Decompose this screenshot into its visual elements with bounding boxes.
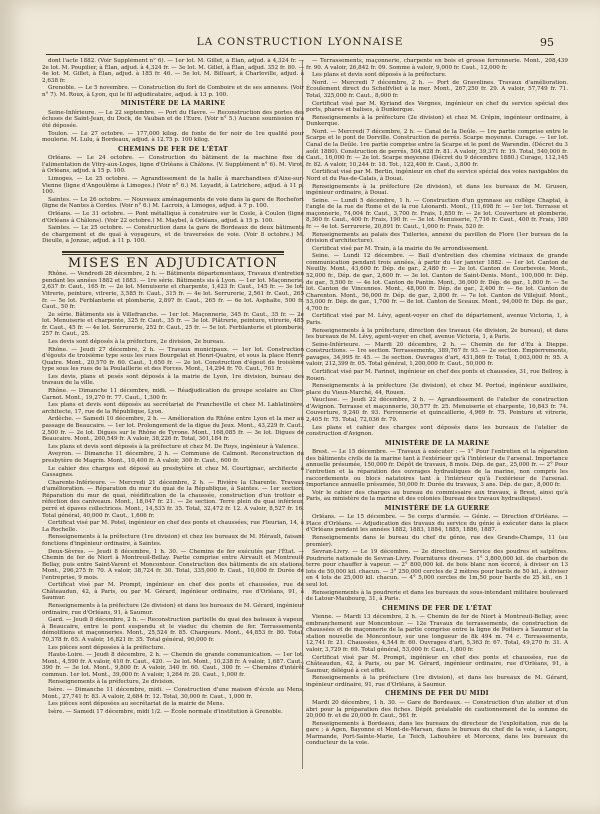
notice-paragraph: Orléans. — Le 15 décembre. — 5e corps d'armée. — Génie. — Direction d'Orléans. — Place d'Orléans. — Adjudication des travaux du service du génie à exécuter dans la place d'Orléans pendant les années 1882, 1883, 1884, 1885, 1886, 1887. [306,514,568,534]
notice-paragraph: Toulon. — Le 27 octobre. — 177,000 kilog. de fonte de fer noir de 1re qualité pour moulerie. M. Lulu, à Bordeaux, adjud. à 12.75 p. 100 kilog. [42,130,304,144]
notice-paragraph: Ardèche. — Samedi 10 décembre, 2 h. — Amélioration du Rhône entre Lyon et la mer au passage de Beaucaire. — 1er lot. Prolongement de la digue du Jeux. Mont., 43,229 fr. Caut., 2,500 fr. — 2e lot. Digues sur le Rhône de Tyrone. Mont., 168,085 fr. — 3e lot. Digues de Beaucaire. Mont., 260,549 fr. A valoir, 38,226 fr. Total, 301,184 fr. [42,416,304,443]
right-column [306,58,568,774]
section-heading: CHEMINS DE FER DU MIDI [385,690,489,698]
notice-paragraph: Charente-Inférieure. — Mercredi 21 décembre, 2 h. — Rivière la Charente. Travaux d'amélioration. — Réparation du mur du quai de la République, à Saintes. — 1er section. Réparation du mur de quai, réédification de la chaussée, construction d'un trottoir et réfection des caniveaux. Mont., 18,047 fr. 21. — 2e section. Terre plein du quai inférieur, perré et épaves collectrices. Mont., 14,533 fr. 35. Total, 32,472 fr. 12. A valoir, 8,527 fr. 16. Total général, 40,000 fr. Caut., 1,606 fr. [42,479,304,519]
notice-paragraph: Renseignements à la préfecture, direction des travaux (4e division, 2e bureau), et dans les bureaux de M. Lévy, agent-voyer en chef, avenue Victoria, 1, à Paris. [306,327,568,341]
notice-paragraph: Certificat visé par M. Bertin, ingénieur en chef du service spécial des voies navigables du Nord et du Pas-de-Calais, à Douai. [306,169,568,182]
notice-paragraph: Certificat visé par M. Farinet, ingénieur en chef des ponts et chaussées, 31, rue Bellroy, à Rouen. [306,369,568,382]
notice-paragraph: Certificat visé par M. Potel, ingénieur en chef des ponts et chaussées, rue Fleurian, 14, à La Rochelle. [42,520,304,533]
notice-paragraph: Orléans. — Le 24 octobre. — Construction du bâtiment de la machine fixe de l'alimentation de Vitry-aux-Loges, ligne d'Orléans à Châlons. (V. Supplément n° 6). M. Virot, à Orléans, adjud. à 15 p. 100. [42,155,304,175]
notice-paragraph: Rhône. — Jeudi 27 décembre, 2 h. — Travaux municipaux. — 1er lot. Construction d'égouts de troisième type sous les rues Bourgelat et Henri-Quatre, et sous la place Henri-Quatre. Mont., 20,570 fr. 60. Caut., 1,650 fr. — 2e lot. Construction d'égout de troisième type sous les rues de la Poulaillerie et des Forces. Mont., 14,294 fr. 70. Caut., 761 fr. [42,346,304,373]
notice-paragraph: Les pièces sont déposées à la préfecture. [48,644,165,651]
page-header [0,36,600,56]
notice-paragraph: Vienne. — Mardi 13 décembre, 2 h. — Chemin de fer de Niort à Montreuil-Bellay, avec embranchement sur Moncontour. — 12e Travaux de terrassements, de construction de chaussées et de maçonnerie de la partie comprise entre la ligne de Poitiers à Saumur et la station nouvelle de Moncontour, sur une longueur de 8k 494 m. 74 c. Terrassements, 12,741 fr. 21. Chaussées, 4,544 fr. 60. Ouvrages d'art, 5,363 fr. 67. Total, 49,270 fr. 31. A valoir, 3,729 fr. 69. Total général, 53,000 fr. Caut., 1,800 fr. [306,614,568,653]
notice-paragraph: Certificat visé par M. Kyriand des Vergnes, ingénieur en chef du service spécial des ports, phares et balises, à Dunkerque. [306,100,568,114]
notice-paragraph: Mardi 20 décembre, 1 h. 30. — Gare de Bordeaux. — Construction d'un atelier et d'un abri pour la préparation des fiches. Dépôt préalable de cautionnement de la somme de 20,000 fr. et de 20,000 fr. Caut., 561 fr. [306,700,568,720]
notice-paragraph: Haute-Loire. — Jeudi 8 décembre, 2 h. — Chemin de grande communication. — 1er lot. Mont., 4,590 fr. A valoir, 410 fr. Caut., 420. — 2e lot. Mont., 10,238 fr. A valoir, 1,687. Caut., 390 fr. — 3e lot. Mont., 9,800 fr. A valoir, 340 fr. 60. Caut., 300 fr. — Chemins d'intérêt commun. 1er lot. Mont., 39,000 fr. A valoir, 1,264 fr. 20. Caut., 1,000 fr. [42,652,304,678]
notice-paragraph: Certificat visé par M. Train, à la mairie du 9e arrondissement. [312,245,489,252]
notice-paragraph: Saintes. — Le 26 octobre. — Nouveaux aménagements de voie dans la gare de Rochefort (ligne de Nantes à Cordes. (Voir n° 6.) M. Lacroix, à Limoges, adjud. à 7 p. 100. [42,196,304,210]
section-heading: MINISTÈRE DE LA MARINE [120,100,226,108]
notice-paragraph: Les pièces sont déposées au secrétariat de la mairie de Mens. [48,701,225,708]
notice-paragraph: Renseignements dans le bureau du chef du génie, rue des Grands-Champs, 11 (au premier). [306,535,568,548]
notice-paragraph: Les devis, plans et pesés sont déposés à la mairie de Lyon, 1re division, bureau des travaux de la ville. [42,373,304,387]
notice-paragraph: Saintes. — Le 25 octobre. — Construction dans la gare de Bordeaux de deux bâtiments de chargement et de quai à voyageurs, et de traversées de voie. (Voir 8 octobre.) M. Dieulle, à Jonzac, adjud. à 11 p. 100. [42,225,304,245]
notice-paragraph: — Terrassements, maçonnerie, charpente en bois et grosse ferronnerie. Mont., 208,439 fr. 90. A valoir, 26,842 fr. 09. Somme à valoir, 9,000 fr. Caut., 12,000 fr. [306,58,568,71]
notice-paragraph: Brest. — Le 15 décembre. — Travaux à exécuter : — 1° Pour l'entretien et la réparation des bâtiments civils de la marine tant à l'extérieur qu'à l'intérieur de l'arsenal. Importance annuelle présumée, 150,000 fr. Dépôt de travaux, 8 mois. Dép. de gar., 25,000 fr. — 2° Pour l'entretien et la réparation des ouvrages hydrauliques de la marine, non compris les raccordements ou blocs natatoires tant à l'intérieur qu'à l'extérieur de l'arsenal. Importance annuelle présumée, 50,000 fr. Durée du travaux, 3 ans. Dép. de gar., 8,000 fr. [306,449,568,489]
notice-paragraph: Isère. — Dimanche 11 décembre, midi. — Construction d'une maison d'école au Mens. Mont., 27,741 fr. 83. A valoir, 2,684 fr. 12. Total, 30,000 fr. Caut., 1,000 fr. [42,687,304,700]
notice-paragraph: Renseignements à la préfecture (2e division) et chez M. Crépin, ingénieur ordinaire, à Dunkerque. [306,114,568,128]
left-column [42,58,304,774]
notice-paragraph: Grenoble. — Le 5 novembre. — Construction du fort de Comboire et de ses annexes. (Voir n° 7). M. Roux, à Lyon, qui le fil adjudicataire, adjud. à 13 p. 100. [42,85,304,98]
notice-paragraph: Seine. — Lundi 12 décembre. — Bail d'entretien des chemins vicinaux de grande communication pendant trois années, à partir du 1er janvier 1882. — 1er lot. Canton de Neuilly. Mont., 43,600 fr. Dép. de gar., 2,480 fr. — 2e lot. Canton de Courbevoie. Mont., 52,000 fr., Dép. de gar., 2,600 fr. — 3e lot. Canton de Saint-Denis. Mont., 100,000 fr. Dép. de gar., 5,500 fr. — 4e lot. Canton de Pantin. Mont., 36,000 fr. Dép. de gar., 1,800 fr. — 5e lot. Canton de Vincennes. Mont., 48,000 fr. Dép. de gar., 2,400 fr. — 6e lot. Canton de Charenton. Mont., 56,000 fr. Dép. de gar., 2,800 fr. — 7e lot. Canton de Villejuif. Mont., 53,000 fr. Dép. de gar., 1,700 fr. — 8e lot. Canton de Sceaux. Mont., 94,000 fr. Dép. de gar., 4,700 fr. [306,253,568,312]
notice-paragraph: Certificat visé par M. Lévy, agent-voyer en chef du département, avenue Victoria, 1, à Paris. [306,313,568,326]
notice-paragraph: Le cahier des charges est déposé au presbytère et chez M. Courtignac, architecte à Cassagnes. [42,465,304,479]
notice-paragraph: Rhône. — Vendredi 28 décembre, 2 h. — Bâtiments départementaux, Travaux d'entretien pendant les années 1882 et 1883. — 1re série. Bâtiments sis à Lyon. — 1er lot. Maçonnerie, 2,637 fr. Caut., 165 fr. — 2e lot. Menuiserie et charpente, 1,423 fr. Caut., 145 fr. — 3e lot. Vitrerie, peinture, vitrerie, 3,585 fr. Caut., 315 fr. — 4e lot. Serrurerie, 2,561 fr. Caut., 265 fr. — 5e lot. Ferblanterie et plomberie, 2,897 fr. Caut., 265 fr. — 6e lot. Asphalte, 500 fr. Caut., 50 fr. [42,271,304,311]
notice-paragraph: Les devis sont déposés à la préfecture, 2e division, 2e bureau. [48,338,225,345]
notice-paragraph: Les plans et devis sont déposés à la préfecture et chez M. De Roys, ingénieur à Valence. [48,443,299,450]
notice-paragraph: Nord. — Mercredi 7 décembre, 2 h. — Canal de la Deûle. — 1re partie comprise entre le Scarpe et le pont de Dorville. Construction de perrés. Scarpe moyenne. Curage. — 1er lot. Canal de la Deûle. 1re partie comprise entre la Scarpe et le pont de Warendin. (Décret du 3 août 1880). Construction de perrés, 504,628 fr. 81. A valoir, 39,371 fr. 19. Total, 540,000 fr. Caut., 16,000 fr. — 2e lot. Scarpe moyenne (Décret du 9 décembre 1880.) Curage, 112,145 fr. 82. A valoir, 10,244 fr. 18. Tot., 122,400 fr. Caut., 3,800 fr. [306,128,568,168]
notice-paragraph: Renseignements à la préfecture (2e division) et dans les bureaux de M. Gérard, ingénieur ordinaire, rue d'Orléans, 91, à Saumur. [42,603,304,616]
notice-paragraph: Limoges. — Le 25 octobre. — Agrandissement de la halle à marchandises d'Aixe-sur-Vienne (ligne d'Angoulême à Limoges.) (Voir n° 6.) M. Leyadit, à Latrichere, adjud. à 11 p. 100. [42,176,304,196]
notice-paragraph: Seine-Inférieure. — Le 22 septembre. — Port du Havre. — Reconstruction des portes des écluses de Saint-Jean, du Dock, de Vauban et de l'Eure. (Voir n° 5.) Aucune soumission n'a été déposée. [42,109,304,130]
notice-paragraph: dont l'acte 1882. (Voir Supplément n° 6). — 1er lot. M. Gillet, à Élan, adjud. à 4,324 fr. — 2e lot. M. Poupilier, à Élan, adjud. à 4,324 fr. — 3e lot. M. Gillet, à Élan, adjud. 352 fr. 80. — 4e lot. M. Gillet, à Élan, adjud. à 185 fr. 46. — 5e lot. M. Billuart, à Charleville, adjud. à 2,638 fr. [42,58,304,84]
notice-paragraph: Seine-Inférieure. — Mardi 20 décembre, 2 h. — Chemin de fer d'Eu à Dieppe. Constructions. — 1re section. Terrassements, 389,767 fr. 93. — 2e section. Empierrements, pavages, 34,995 fr. 45. — 3e section. Ouvrages d'art, 431,869 fr. Total, 1,003,000 fr. 95. A valoir, 212,399 fr. 05. Total général, 1,200,000 fr. Caut., 50,000 fr. [306,341,568,368]
notice-paragraph: Orléans. — Le 31 octobre. — Pont métallique à construire sur le Cosle, à Coulon (ligne d'Orléans à Châlons). (Voir 22 octobre.) M. Maybel, à Orléans, adjud. à 15 p. 100. [42,210,304,224]
running-title: LA CONSTRUCTION LYONNAISE [196,36,404,48]
notice-paragraph: Renseignements à la préfecture (3e division), et chez M. Portué, ingénieur auxiliaire, place du Vieux-Marché, 44, Rouen. [306,383,568,396]
notice-paragraph: Rhône. — Dimanche 11 décembre, midi. — Réadjudication du groupe scolaire au Clos-Carnot. Mont., 19,270 fr. 77. Caut., 1,300 fr. [42,388,304,401]
notice-paragraph: Deux-Sèvres. — Jeudi 8 décembre, 1 h. 30. — Chemins de fer exécutés par l'État. — Chemin de fer de Niort à Montreuil-Bellay. Partie comprise entre Airvault et Montreuil-Bellay, puis entre Saint-Varent et Moncontour. Construction des bâtiments de six stations. Mont., 296,275 fr. 70. A valoir, 38,724 fr. 30. Total, 335,000 fr. Caut., 10,000 fr. Durée de l'entreprise, 9 mois. [42,548,304,581]
notice-paragraph: Nord. — Mercredi 7 décembre, 2 h. — Port de Gravelines. Travaux d'amélioration. Écoulement direct du Schelfvliet à la mer. Mont., 267,250 fr. 29. A valoir, 57,749 fr. 71. Total, 325,000 fr. Caut., 8,000 fr. [306,79,568,99]
section-rule [62,251,284,255]
notice-paragraph: Renseignements à la poudrerie et dans les bureaux du sous-intendant militaire boulevard de Latour-Maubourg, 31, à Paris. [306,589,568,603]
section-heading: MINISTÈRE DE LA MARINE [384,439,490,447]
section-heading: CHEMINS DE FER DE L'ÉTAT [382,604,492,612]
notice-paragraph: Renseignements à la préfecture, 2e division. [48,679,175,686]
notice-paragraph: Renseignements à la préfecture (2e division), et dans les bureaux de M. Grusen, ingénieur ordinaire, à Douai. [306,183,568,197]
notice-paragraph: Sevran-Livry. — Le 19 décembre. — 2e direction. — Service des poudres et salpêtres. Poudrerie nationale de Sevran-Livry. Fournitures diverses. 1° 3,800,000 kil. de charbon de terre pour chauffer à vapeur. — 2° 800,000 kil. de bois blanc non écorcé, à diviser en 13 lots de 50,000 kil. chacun. — 3° 250,000 cercles de 2 mètres pour barils de 50 kil., à diviser en 4 lots de 25,000 kil. chacun. — 4° 5,000 cercles de 1m,50 pour barils de 25 kil., en 1 seul lot. [306,549,568,588]
notice-paragraph: 2e série. Bâtiments sis à Villefranche. — 1er lot. Maçonnerie, 345 fr. Caut., 35 fr. — 2e lot. Menuiserie et charpente, 325 fr. Caut., 35 fr. — 3e lot. Plâtrerie, peinture, vitrerie, 485 fr. Caut., 45 fr. — 4e lot. Serrurerie, 252 fr. Caut., 25 fr. — 5e lot. Ferblanterie et plomberie, 257 fr. Caut., 25. [42,311,304,338]
notice-paragraph: Les plans et devis sont déposés au secrétariat de Francheville et chez M. Lablatinière, architecte, 17, rue de la République, Lyon. [42,402,304,415]
notice-paragraph: Renseignements à la préfecture (1re division) et chez les bureaux de M. Hérault, faisant fonctions d'ingénieur ordinaire, à Saintes. [42,534,304,547]
notice-paragraph: Renseignements au palais des Tuileries, annexe du pavillon de Flore (1er bureau de la division d'architecture). [306,231,568,245]
notice-paragraph: Seine. — Lundi 5 décembre, 1 h. — Construction d'un gymnase au collège Chaptal, à l'angle de la rue de Rome et de la rue Léonardi. Mont., (11,698 fr. — 1er lot. Terrasse et maçonnerie, 74,004 fr. Caut., 3,700 fr. Frais, 1,850 fr. — 2e lot. Couverture et plomberie, 8,360 fr. Caut., 400 fr. Frais, 190 fr. — 3e lot. Menuiserie, 7,716 fr. Caut., 400 fr. Frais, 180 fr. — 4e lot. Serrurerie, 20,891 fr. Caut., 1,000 fr. Frais, 520 fr. [306,197,568,230]
section-heading: MINISTÈRE DE LA GUERRE [384,504,490,512]
notice-paragraph: Les plans et devis sont déposés à la préfecture. [312,72,447,79]
notice-paragraph: Renseignements à Bordeaux, dans les bureaux du directeur de l'exploitation, rue de la gare ; à Agen, Bayonne et Mont-de-Marsan, dans le bureau du chef de la voie, à Langon, Marmande, Port-Sainte-Marie, Le Teich, Labouhère et Morcenx, dans les bureaux du conducteur de la voie. [306,720,568,747]
page-number: 95 [540,36,554,49]
notice-paragraph: Isère. — Samedi 17 décembre, midi 1/2. — École normale d'institution à Grenoble. [48,708,283,715]
section-title: MISES EN ADJUDICATION [67,255,279,271]
notice-paragraph: Renseignements à la préfecture (1re division), et dans les bureaux de M. Gérard, ingénieur ordinaire, 91, rue d'Orléans, à Saumur. [306,675,568,688]
notice-paragraph: Gard. — Jeudi 8 décembre, 2 h. — Reconstruction partielle du quai des bateaux à vapeur, à Beaucaire, entre le pont suspendu et le viaduc du chemin de fer. Terrassements, démolitions et maçonneries. Mont., 25,524 fr. 85. Chargeurs. Mont., 44,853 fr. 80. Total, 70,378 fr. 65. A valoir, 16,821 fr. 35. Total général, 90,000 fr. [42,617,304,643]
notice-paragraph: Vaucluse. — Jeudi 22 décembre, 2 h. — Agrandissement de l'atelier de construction d'Avignon. Terrasse et maçonnerie, 30,577 fr. 25. Menuiserie et charpente, 16,843 fr. 74. Couverture, 9,240 fr. 93. Ferronnerie et quincaillerie, 4,969 fr. 75. Peinture et vitrerie, 2,405 fr. 75. Total, 72,036 fr. 79. [306,397,568,424]
notice-paragraph: Aveyron. — Dimanche 11 décembre, 2 h. — Commune de Calmont. Reconstruction du presbytère de Magrin. Mont., 10,400 fr. A valoir, 300 fr. Caut., 600 fr. [42,451,304,464]
section-heading: CHEMINS DE FER DE L'ÉTAT [118,145,228,153]
header-rule [46,54,554,55]
notice-paragraph: Voir le cahier des charges au bureau du commissaire aux travaux, à Brest, ainsi qu'à Paris, au ministère de la marine et des colonies (bureau des travaux hydrauliques). [306,489,568,503]
notice-paragraph: Certificat visé par M. Prompt, ingénieur en chef des ponts et chaussées, rue de Châteaudun, 42, à Paris, ou par M. Gérard, ingénieur ordinaire, rue d'Orléans, 91, à Saumur. [42,582,304,602]
notice-paragraph: Les plans et cahier des charges sont déposés dans les bureaux de l'atelier de construction d'Avignon. [306,424,568,438]
notice-paragraph: Certificat visé par M. Prompt, ingénieur en chef des ponts et chaussées, rue de Châteaudun, 42, à Paris, ou par M. Gérard, ingénieur ordinaire, rue d'Orléans, 91, à Saumur, délégué à cet effet. [306,654,568,674]
